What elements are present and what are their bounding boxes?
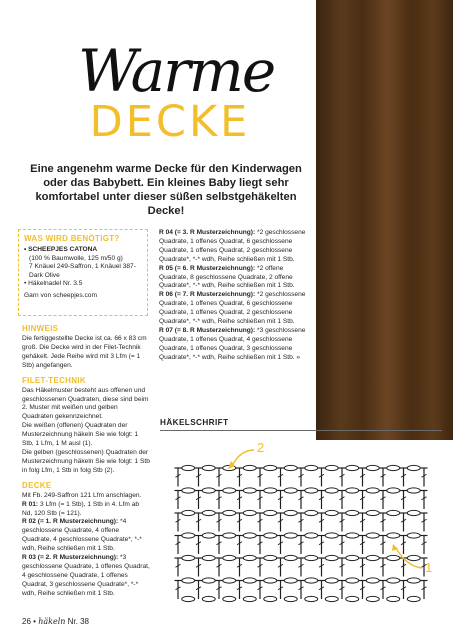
chain-stitch: [305, 578, 318, 583]
chain-stitch: [284, 533, 297, 538]
foundation-chain: [202, 596, 215, 601]
foundation-chain: [387, 596, 400, 601]
chain-stitch: [325, 578, 338, 583]
row-05-label: R 05 (= 6. R Musterzeichnung):: [159, 264, 256, 272]
chain-stitch: [387, 510, 400, 515]
foundation-chain: [243, 596, 256, 601]
filet-text-2: Die weißen (offenen) Quadraten der Musterzeichnung häkeln Sie wie folgt: 1 Stb, 1 Lfm, 1 M ausl (1).: [22, 422, 139, 448]
row-06-label: R 06 (= 7. R Musterzeichnung):: [159, 291, 256, 299]
row-01-label: R 01:: [22, 500, 39, 508]
chain-stitch: [243, 555, 256, 560]
row-03-label: R 03 (= 2. R Musterzeichnung):: [22, 554, 119, 562]
row-07-text: *3 geschlossene Quadrate, 1 offenes Quadrat, 4 geschlossene Quadrate, 1 offenes Quadrat, 3 geschlossene Quadrate*, *-* wdh, Reihe schließen mit 1 Stb. »: [159, 326, 306, 361]
chain-stitch: [407, 465, 420, 470]
chain-stitch: [387, 533, 400, 538]
arrow-label-2: [232, 450, 254, 466]
material-yarn-detail: (100 % Baumwolle, 125 m/50 g): [29, 254, 123, 262]
decke-intro: Mit Fb. 249-Saffron 121 Lfm anschlagen.: [22, 491, 142, 499]
row-03-text: *3 geschlossene Quadrate, 1 offenes Quadrat, 4 geschlossene Quadrate, 1 offenes Quadrat, 3 geschlossene Quadrate*, *-* wdh, Reihe schließen mit 1 Stb.: [22, 554, 150, 597]
chain-stitch: [264, 578, 277, 583]
filet-text-1: Das Häkelmuster besteht aus offenen und geschlossenen Quadraten, diese sind beim 2. Muster mit weißen und gelben Quadraten gekennzeichnet.: [22, 386, 149, 421]
chain-stitch: [223, 533, 236, 538]
foundation-chain: [325, 596, 338, 601]
chain-stitch: [325, 465, 338, 470]
curtain-photo: [316, 0, 453, 440]
chain-stitch: [387, 578, 400, 583]
page-footer: [22, 617, 89, 627]
chain-stitch: [243, 578, 256, 583]
chain-stitch: [366, 510, 379, 515]
chain-stitch: [366, 533, 379, 538]
chain-stitch: [243, 533, 256, 538]
crochet-diagram: [160, 436, 450, 612]
chain-stitch: [346, 533, 359, 538]
chain-stitch: [325, 510, 338, 515]
row-06: [159, 291, 309, 327]
chain-stitch: [202, 465, 215, 470]
magazine-name: häkeln: [38, 617, 66, 626]
row-07: [159, 327, 309, 363]
issue-number: Nr. 38: [67, 617, 89, 626]
decke-heading: DECKE: [22, 480, 52, 490]
chain-stitch: [264, 533, 277, 538]
material-hook: • Häkelnadel Nr. 3.5: [24, 280, 83, 288]
right-column: [159, 229, 309, 363]
hinweis-heading: HINWEIS: [22, 324, 59, 333]
chain-stitch: [223, 578, 236, 583]
left-column: [22, 321, 150, 599]
chain-stitch: [264, 510, 277, 515]
row-02-text: *4 geschlossene Quadrate, 4 offene Quadrate, 4 geschlossene Quadrate*, *-* wdh, Reihe schließen mit 1 Stb.: [22, 518, 142, 553]
chain-stitch: [284, 465, 297, 470]
chain-stitch: [182, 510, 195, 515]
foundation-chain: [223, 596, 236, 601]
chain-stitch: [325, 488, 338, 493]
chain-stitch: [346, 510, 359, 515]
chain-stitch: [182, 533, 195, 538]
chain-stitch: [202, 488, 215, 493]
row-05: [159, 265, 309, 292]
chain-stitch: [202, 510, 215, 515]
row-02: [22, 518, 150, 554]
foundation-chain: [346, 596, 359, 601]
chain-stitch: [223, 488, 236, 493]
row-01-text: 3 Lfm (= 1 Stb), 1 Stb in 4. Lfm ab Nd, 120 Stb (= 121).: [22, 500, 140, 517]
title-script-text: Warme: [78, 37, 275, 105]
chain-stitch: [305, 465, 318, 470]
chain-stitch: [202, 555, 215, 560]
foundation-chain: [182, 596, 195, 601]
foundation-chain: [264, 596, 277, 601]
chain-stitch: [202, 578, 215, 583]
row-04: [159, 229, 309, 265]
diagram-label-2: 2: [257, 440, 265, 455]
row-04-label: R 04 (= 3. R Musterzeichnung):: [159, 229, 256, 236]
chain-stitch: [325, 555, 338, 560]
chain-stitch: [182, 488, 195, 493]
hinweis-text: Die fertiggestellte Decke ist ca. 66 x 83 cm groß. Die Decke wird in der Filet-Technik gehäkelt. Jede Reihe wird mit 3 Lfm (= 1 Stb) angefangen.: [22, 335, 147, 369]
row-03: [22, 554, 150, 599]
chain-stitch: [182, 465, 195, 470]
material-source: Garn von scheepjes.com: [24, 291, 97, 299]
chain-stitch: [407, 510, 420, 515]
diagram-label-1: 1: [425, 560, 433, 575]
lead-paragraph: Eine angenehm warme Decke für den Kinderwagen oder das Babybett. Ein kleines Baby liegt sehr komfortabel unter dieser süßen selbstgehäkelten Decke!: [30, 163, 302, 217]
chain-stitch: [387, 488, 400, 493]
row-01: [22, 501, 150, 519]
chain-stitch: [284, 578, 297, 583]
chain-stitch: [223, 510, 236, 515]
row-07-label: R 07 (= 8. R Musterzeichnung):: [159, 326, 256, 334]
chain-stitch: [284, 510, 297, 515]
chain-stitch: [182, 578, 195, 583]
chain-stitch: [305, 510, 318, 515]
chain-stitch: [264, 465, 277, 470]
chain-stitch: [366, 488, 379, 493]
diagram-marks: [175, 465, 428, 601]
footer-bullet: •: [33, 617, 36, 626]
chain-stitch: [325, 533, 338, 538]
chain-stitch: [387, 465, 400, 470]
chain-stitch: [387, 555, 400, 560]
chain-stitch: [243, 488, 256, 493]
row-05-text: *2 offene Quadrate, 8 geschlossene Quadrate, 2 offene Quadrate*, *-* wdh, Reihe schließen mit 1 Stb.: [159, 264, 295, 290]
foundation-chain: [305, 596, 318, 601]
chain-stitch: [264, 555, 277, 560]
chain-stitch: [305, 533, 318, 538]
materials-heading: WAS WIRD BENÖTIGT?: [24, 234, 120, 243]
row-02-label: R 02 (= 1. R Musterzeichnung):: [22, 518, 119, 526]
chain-stitch: [305, 488, 318, 493]
filet-heading: FILET-TECHNIK: [22, 375, 86, 385]
chain-stitch: [346, 488, 359, 493]
chain-stitch: [243, 465, 256, 470]
chain-stitch: [182, 555, 195, 560]
row-06-text: *2 geschlossene Quadrate, 1 offenes Quadrat, 6 geschlossene Quadrate, 1 offenes Quadrat, 2 geschlossene Quadrate*, *-* wdh, Reihe schließen mit 1 Stb.: [159, 291, 306, 326]
haekelschrift-heading: HÄKELSCHRIFT: [160, 418, 229, 427]
foundation-chain: [366, 596, 379, 601]
chain-stitch: [366, 578, 379, 583]
chain-stitch: [366, 555, 379, 560]
chain-stitch: [305, 555, 318, 560]
material-yarn-name: • SCHEEPJES CATONA: [24, 246, 98, 253]
row-04-text: *2 geschlossene Quadrate, 1 offenes Quadrat, 6 geschlossene Quadrate, 1 offenes Quadrat, 2 geschlossene Quadrate*, *-* wdh, Reihe schließen mit 1 Stb.: [159, 229, 306, 263]
foundation-chain: [407, 596, 420, 601]
chain-stitch: [346, 555, 359, 560]
foundation-chain: [284, 596, 297, 601]
chain-stitch: [223, 555, 236, 560]
chain-stitch: [407, 578, 420, 583]
section-divider: [160, 430, 442, 431]
chain-stitch: [407, 488, 420, 493]
title-main: DECKE: [89, 97, 251, 147]
chain-stitch: [346, 578, 359, 583]
chain-stitch: [264, 488, 277, 493]
chain-stitch: [202, 533, 215, 538]
filet-text-3: Die gelben (geschlossenen) Quadraten der Musterzeichnung häkeln Sie wie folgt: 1 Stb in folg Lfm, 1 Stb in folg Stb (2).: [22, 448, 150, 474]
chain-stitch: [284, 488, 297, 493]
chain-stitch: [346, 465, 359, 470]
material-yarn-colors: 7 Knäuel 249-Saffron, 1 Knäuel 387-Dark Olive: [29, 263, 136, 279]
chain-stitch: [366, 465, 379, 470]
materials-box: [18, 229, 148, 316]
chain-stitch: [407, 555, 420, 560]
chain-stitch: [284, 555, 297, 560]
page-number: 26: [22, 617, 31, 626]
chain-stitch: [407, 533, 420, 538]
chain-stitch: [243, 510, 256, 515]
